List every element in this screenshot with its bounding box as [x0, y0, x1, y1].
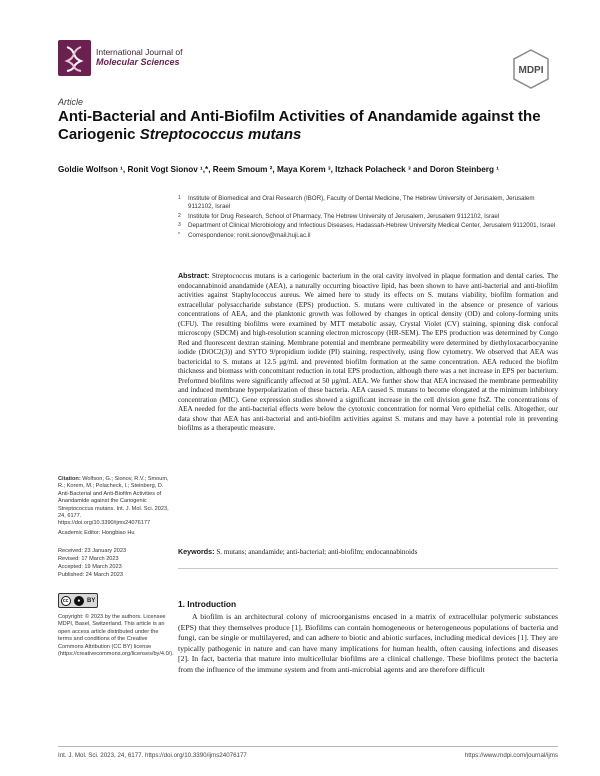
abstract-text: Streptococcus mutans is a cariogenic bacterium in the oral cavity involved in plaque formation and dental caries. The endocannabinoid anandamide (AEA), a naturally occurring bioactive lipid, has been shown to have anti-bacterial and anti-biofilm activities against Staphylococcus aureus. We aimed here to study its effects on S. mutans viability, biofilm formation and extracellular polysaccharide substance (EPS) production. S. mutans were cultivated in the absence or presence of various concentrations of AEA, and the planktonic growth was followed by changes in optical density (OD) and colony-forming units (CFU). The resulting biofilms were examined by MTT metabolic assay, Crystal Violet (CV) staining, spinning disk confocal microscopy (SDCM) and high-resolution scanning electron microscopy (HR-SEM). The EPS production was determined by Congo Red and fluorescent dextran staining. Membrane potential and membrane permeability were determined by diethyloxacarbocyanine iodide (DiOC2(3)) and SYTO 9/propidium iodide (PI) staining, respectively, using flow cytometry. We observed that AEA was bactericidal to S. mutans at 12.5 μg/mL and prevented biofilm formation at the same concentration. AEA reduced the biofilm thickness and biomass with concomitant reduction in total EPS production, although there was a net increase in EPS per bacterium. Preformed biofilms were significantly affected at 50 μg/mL AEA. We further show that AEA increased the membrane permeability and induced membrane hyperpolarization of these bacteria. AEA caused S. mutans to become elongated at the minimum inhibitory concentration (MIC). Gene expression studies showed a significant increase in the cell division gene ftsZ. The concentrations of AEA needed for the anti-bacterial effects were below the cytotoxic concentration for normal Vero epithelial cells. Altogether, our data show that AEA has anti-bacterial and anti-biofilm activities against S. mutans and may have a potential role in preventing biofilms as a therapeutic measure. [178, 272, 558, 432]
citation-label: Citation: [58, 476, 81, 482]
affiliation-item: 2 Institute for Drug Research, School of Pharmacy, The Hebrew University of Jerusalem, Jerusalem 9112102, Israel [178, 212, 500, 220]
article-title [58, 108, 558, 144]
abstract [178, 272, 558, 434]
journal-name-line2: Molecular Sciences [96, 57, 180, 67]
affiliations [178, 195, 558, 241]
section-heading: 1. Introduction [178, 599, 237, 609]
cc-icon: cc [61, 596, 71, 606]
cc-by-license-icon [58, 593, 98, 608]
affiliation-item: 1 Institute of Biomedical and Oral Research (IBOR), Faculty of Dental Medicine, The Hebrew University of Jerusalem, Jerusalem 9112102, Israel [178, 195, 535, 211]
footer-divider [58, 746, 558, 747]
by-icon: ● [74, 596, 84, 606]
article-type: Article [58, 97, 84, 107]
article-title-species: Streptococcus mutans [139, 126, 302, 143]
page-header [58, 40, 552, 88]
keywords-text: S. mutans; anandamide; anti-bacterial; anti-biofilm; endocannabinoids [216, 548, 418, 556]
introduction-text: A biofilm is an architectural colony of microorganisms encased in a matrix of extracellular polymeric substances (EPS) that they themselves produce [1]. Biofilms can contain homogeneous or heterogeneous populations of bacteria and fungi, can be single or multilayered, and can adhere to biotic and abiotic surfaces, including medical devices [1]. They are typically pathogenic in nature and can have many implications for human health, often causing infections and diseases [2]. In fact, bacteria that mature into multicellular biofilms are a clinical challenge. These biofilms protect the bacteria from the influence of the immune system and from anti-microbial agents and are therefore difficult [178, 612, 558, 674]
date-received: Received: 23 January 2023 [58, 548, 127, 554]
date-accepted: Accepted: 19 March 2023 [58, 563, 122, 570]
journal-name [96, 47, 182, 67]
citation-text: Wolfson, G.; Sionov, R.V.; Smoum, R.; Korem, M.; Polacheck, I.; Steinberg, D. Anti-Bacterial and Anti-Biofilm Activities of Anandamide against the Cariogenic Streptococcus mutans. Int. J. Mol. Sci. 2023, 24, 6177. https://doi.org/10.3390/ijms24076177 [58, 476, 169, 527]
footer-journal-link[interactable]: https://www.mdpi.com/journal/ijms [464, 752, 558, 759]
journal-name-line1: International Journal of [96, 47, 183, 57]
date-published: Published: 24 March 2023 [58, 571, 123, 578]
publication-dates [58, 548, 170, 580]
by-label: BY [87, 597, 96, 604]
mdpi-logo-icon [510, 48, 552, 90]
abstract-label: Abstract: [178, 272, 210, 280]
citation-block [58, 476, 170, 528]
section-divider [178, 568, 558, 569]
journal-logo-icon [58, 40, 91, 76]
date-revised: Revised: 17 March 2023 [58, 555, 119, 562]
footer-citation: Int. J. Mol. Sci. 2023, 24, 6177. https://doi.org/10.3390/ijms24076177 [58, 752, 247, 759]
correspondence: * Correspondence: ronit.sionov@mail.huji.ac.il [178, 231, 311, 239]
academic-editor: Academic Editor: Hongbiao Hu [58, 530, 135, 536]
copyright-notice: Copyright: © 2023 by the authors. Licensee MDPI, Basel, Switzerland. This article is an open access article distributed under the terms and conditions of the Creative Commons Attribution (CC BY) license (https://creativecommons.org/licenses/by/4.0/). [58, 614, 174, 658]
author-list: Goldie Wolfson ¹, Ronit Vogt Sionov ¹,*, Reem Smoum ², Maya Korem ³, Itzhack Polacheck ³ and Doron Steinberg ¹ [58, 165, 499, 174]
keywords [178, 548, 558, 558]
article-title-main: Anti-Bacterial and Anti-Biofilm Activities of Anandamide against the Cariogenic [58, 108, 541, 143]
mdpi-logo-text: MDPI [518, 65, 544, 76]
affiliation-item: 3 Department of Clinical Microbiology and Infectious Diseases, Hadassah-Hebrew University Medical Center, Jerusalem 9112001, Israel [178, 222, 556, 230]
keywords-label: Keywords: [178, 548, 215, 556]
